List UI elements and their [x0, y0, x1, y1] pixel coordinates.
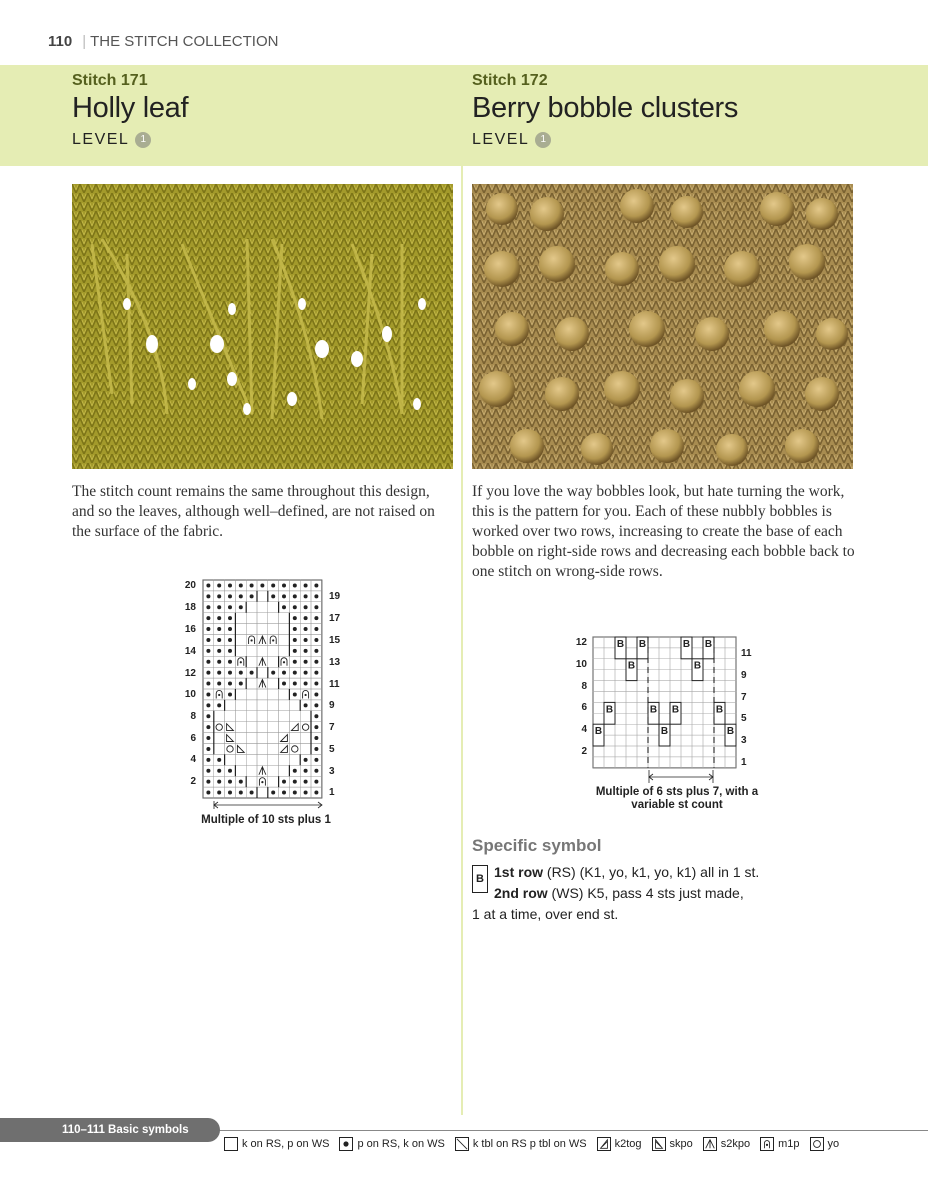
holly-leaf-description: The stitch count remains the same throughout this design, and so the leaves, although well–defined, are not raised on the surface of the fabric.	[72, 483, 435, 540]
row-label: 7	[741, 692, 747, 703]
column-divider	[461, 65, 463, 1115]
running-head	[48, 33, 278, 50]
basic-symbols-tab[interactable]: 110–111 Basic symbols	[0, 1118, 220, 1142]
legend-item	[652, 1137, 693, 1151]
row-label: 9	[329, 700, 335, 711]
row1-text: (RS) (K1, yo, k1, yo, k1) all in 1 st.	[543, 864, 760, 880]
bobble-cell	[648, 702, 659, 724]
svg-text:B: B	[627, 660, 636, 672]
berry-bobble-description: If you love the way bobbles look, but hate turning the work, this is the pattern for you. Each of these nubbly bobbles is worked over two rows, increasing to create the base of each bobble on right-side rows and decreasing each bobble back to one stitch on wrong-side rows.	[472, 483, 855, 580]
svg-text:B: B	[649, 704, 658, 716]
row-label: 5	[741, 713, 747, 724]
bobble-cell	[626, 659, 637, 681]
row-label: 15	[329, 635, 341, 646]
row-label: 6	[190, 733, 196, 744]
level-indicator	[72, 131, 188, 149]
level-badge: 1	[135, 132, 151, 148]
skpo-icon	[652, 1137, 666, 1151]
specific-symbol-text	[472, 862, 872, 925]
legend-item	[597, 1137, 642, 1151]
row-label: 16	[184, 624, 196, 635]
bobble-cell	[604, 702, 615, 724]
bobble-cell	[670, 702, 681, 724]
row-label: 7	[329, 722, 335, 733]
row-label: 1	[741, 757, 747, 768]
chart-caption: Multiple of 10 sts plus 1	[201, 814, 331, 826]
stitch-number: Stitch 171	[72, 72, 148, 89]
row-label: 10	[575, 659, 587, 670]
row-label: 13	[329, 657, 341, 668]
legend-item	[810, 1137, 840, 1151]
berry-bobble-chart	[570, 632, 770, 812]
row-label: 2	[190, 776, 196, 787]
row-label: 12	[184, 668, 196, 679]
legend-label: s2kpo	[720, 1138, 751, 1150]
row-label: 9	[741, 670, 747, 681]
row-label: 8	[581, 681, 587, 692]
legend-item	[760, 1137, 799, 1151]
page-number: 110	[48, 33, 73, 50]
svg-text:B: B	[671, 704, 680, 716]
yo-icon	[810, 1137, 824, 1151]
blank-square-icon	[224, 1137, 238, 1151]
svg-text:B: B	[605, 704, 614, 716]
legend-item	[224, 1137, 329, 1151]
legend-label: k2tog	[614, 1138, 642, 1150]
svg-text:B: B	[704, 638, 713, 650]
row-label: 6	[581, 702, 587, 713]
berry-bobble-swatch-photo	[472, 184, 853, 469]
row-label: 8	[190, 711, 196, 722]
row1-label: 1st row	[494, 864, 544, 880]
specific-symbol-heading: Specific symbol	[472, 836, 602, 855]
bobble-cell	[615, 637, 626, 659]
symbol-legend	[224, 1137, 849, 1151]
legend-label: yo	[827, 1138, 840, 1150]
stitch-172-header	[472, 70, 738, 149]
chart-caption-line2: variable st count	[631, 799, 723, 811]
row-label: 3	[329, 766, 335, 777]
k2tog-icon	[597, 1137, 611, 1151]
stitch-title: Holly leaf	[72, 92, 189, 124]
chart-grid	[593, 637, 736, 768]
stitch-title: Berry bobble clusters	[472, 92, 739, 124]
row-label: 4	[581, 724, 587, 735]
holly-leaf-swatch-photo	[72, 184, 453, 469]
svg-text:B: B	[638, 638, 647, 650]
bobble-cell	[637, 637, 648, 659]
stitch-number: Stitch 172	[472, 72, 548, 89]
legend-label: m1p	[778, 1138, 800, 1150]
stitch-171-header	[72, 70, 188, 149]
bobble-cell	[703, 637, 714, 659]
s2kpo-icon	[703, 1137, 717, 1151]
row-label: 12	[575, 637, 587, 648]
row-label: 4	[190, 754, 196, 765]
row-label: 11	[329, 679, 340, 690]
bobble-symbol-icon: B	[472, 865, 488, 893]
row-label: 18	[184, 602, 196, 613]
row-label: 14	[184, 646, 196, 657]
svg-text:B: B	[726, 726, 735, 738]
footer-rule	[215, 1130, 928, 1131]
row-label: 1	[329, 787, 335, 798]
chart-caption-line1: Multiple of 6 sts plus 7, with a	[595, 786, 759, 798]
row2-continuation: 1 at a time, over end st.	[472, 906, 619, 922]
row2-text: (WS) K5, pass 4 sts just made,	[547, 885, 744, 901]
level-indicator	[472, 131, 738, 149]
level-label: LEVEL	[72, 131, 130, 148]
svg-text:B: B	[594, 726, 603, 738]
legend-item	[339, 1137, 444, 1151]
row-label: 19	[329, 591, 341, 602]
row-label: 20	[184, 580, 196, 591]
running-head-separator: |	[82, 33, 87, 50]
svg-text:B: B	[660, 726, 669, 738]
svg-text:B: B	[715, 704, 724, 716]
bobble-cell	[692, 659, 703, 681]
repeat-bracket	[649, 770, 713, 783]
bobble-cell	[659, 724, 670, 746]
legend-label: k tbl on RS p tbl on WS	[472, 1138, 587, 1150]
chart-grid	[203, 580, 322, 798]
holly-leaf-chart	[175, 575, 350, 830]
svg-text:B: B	[693, 660, 702, 672]
svg-text:B: B	[682, 638, 691, 650]
row-label: 2	[581, 746, 587, 757]
legend-item	[703, 1137, 750, 1151]
bobble-cell	[725, 724, 736, 746]
svg-text:B: B	[616, 638, 625, 650]
legend-label: p on RS, k on WS	[357, 1138, 445, 1150]
repeat-bracket	[214, 801, 322, 809]
level-badge: 1	[535, 132, 551, 148]
legend-item	[455, 1137, 587, 1151]
section-title: THE STITCH COLLECTION	[90, 33, 279, 50]
m1p-icon	[760, 1137, 774, 1151]
bobble-cell	[593, 724, 604, 746]
row-label: 5	[329, 744, 335, 755]
dot-square-icon	[339, 1137, 353, 1151]
bobble-cell	[681, 637, 692, 659]
legend-label: k on RS, p on WS	[242, 1138, 330, 1150]
row-label: 3	[741, 735, 747, 746]
level-label: LEVEL	[472, 131, 530, 148]
bobble-cell	[714, 702, 725, 724]
row2-label: 2nd row	[494, 885, 548, 901]
row-label: 10	[184, 689, 196, 700]
row-label: 17	[329, 613, 341, 624]
legend-label: skpo	[669, 1138, 693, 1150]
row-label: 11	[741, 648, 752, 659]
diagonal-square-icon	[455, 1137, 469, 1151]
